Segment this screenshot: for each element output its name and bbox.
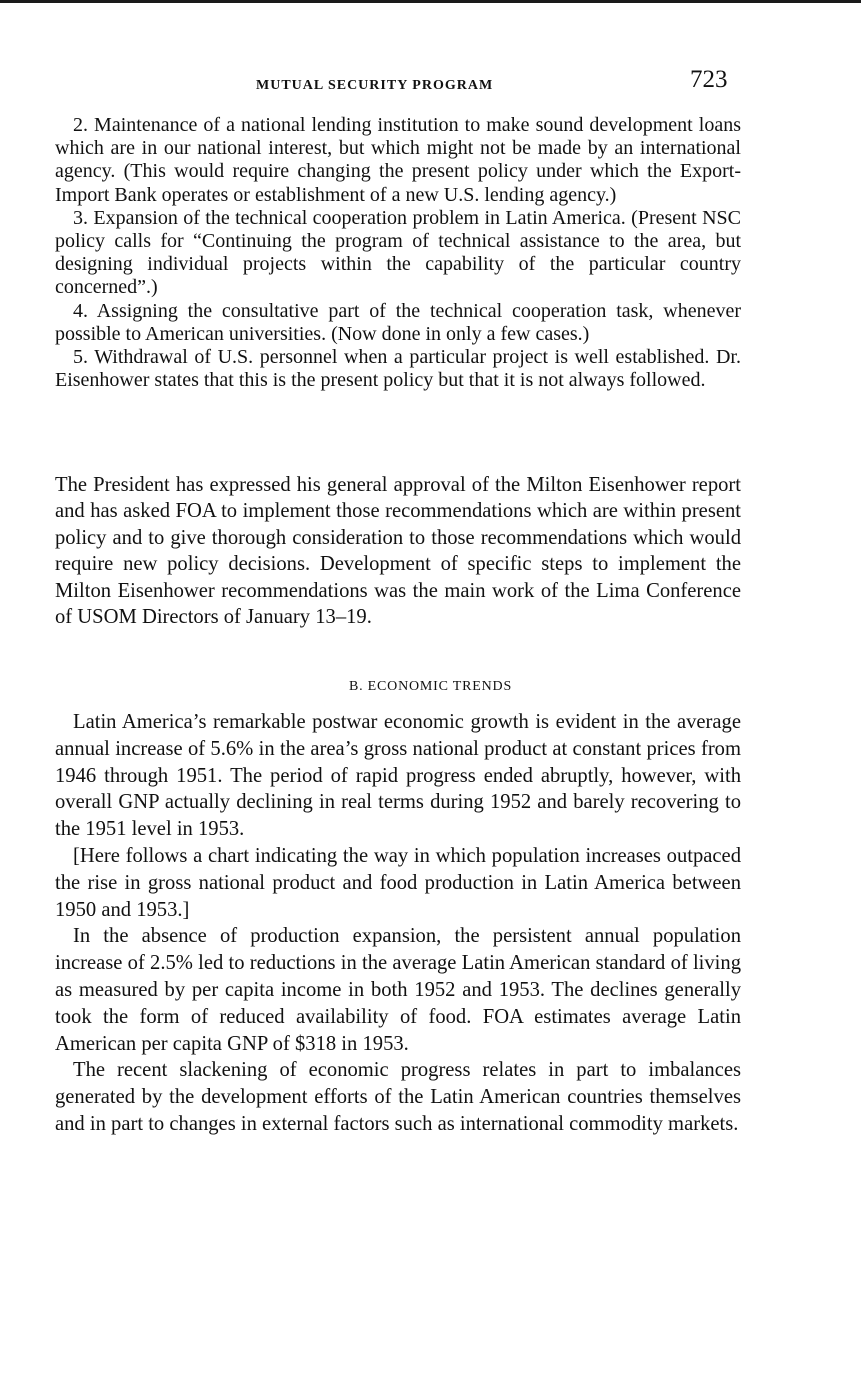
page-number: 723 [690,66,728,93]
body-paragraph: Latin America’s remarkable postwar economic growth is evident in the average annual increase of 5.6% in the area’s gross national product at constant prices from 1946 through 1951. The period of rapid progress ended abruptly, however, with overall GNP actually declining in real terms during 1952 and barely recovering to the 1951 level in 1953. [55,711,741,841]
recommendation-item: 4. Assigning the consultative part of the technical cooperation task, whenever possible to American universities. (Now done in only a few cases.) [55,299,741,345]
running-title: MUTUAL SECURITY PROGRAM [256,78,494,93]
chart-note-paragraph: [Here follows a chart indicating the way in which population increases outpaced the rise in gross national product and food production in Latin America between 1950 and 1953.] [55,844,741,921]
body-paragraph: The President has expressed his general approval of the Milton Eisenhower report and has asked FOA to implement those recommendations which are within present policy and to give thorough consideration to those recommendations which would require new policy decisions. Development of specific steps to implement the Milton Eisenhower recommendations was the main work of the Lima Conference of USOM Directors of January 13–19. [55,474,741,629]
top-border-rule [0,0,861,3]
president-approval-paragraph [55,472,741,630]
body-paragraph: The recent slackening of economic progress relates in part to imbalances generated by the development efforts of the Latin American countries themselves and in part to changes in external factors such as international commodity markets. [55,1059,741,1135]
section-heading: B. ECONOMIC TRENDS [348,679,513,694]
recommendation-list [55,114,741,392]
economic-trends-text [55,709,741,1138]
recommendation-item: 3. Expansion of the technical cooperation problem in Latin America. (Present NSC policy calls for “Continuing the program of technical assistance to the area, but designing individual projects within the capability of the particular country concerned”.) [55,206,741,299]
recommendation-item: 2. Maintenance of a national lending institution to make sound development loans which are in our national interest, but which might not be made by an international agency. (This would require changing the present policy under which the Export-Import Bank operates or establishment of a new U.S. lending agency.) [55,114,741,206]
body-paragraph: In the absence of production expansion, the persistent annual population increase of 2.5% led to reductions in the average Latin American standard of living as measured by per capita income in both 1952 and 1953. The declines generally took the form of reduced availability of food. FOA estimates average Latin American per capita GNP of $318 in 1953. [55,925,741,1055]
recommendation-item: 5. Withdrawal of U.S. personnel when a particular project is well established. Dr. Eisenhower states that this is the present policy but that it is not always followed. [55,346,741,392]
